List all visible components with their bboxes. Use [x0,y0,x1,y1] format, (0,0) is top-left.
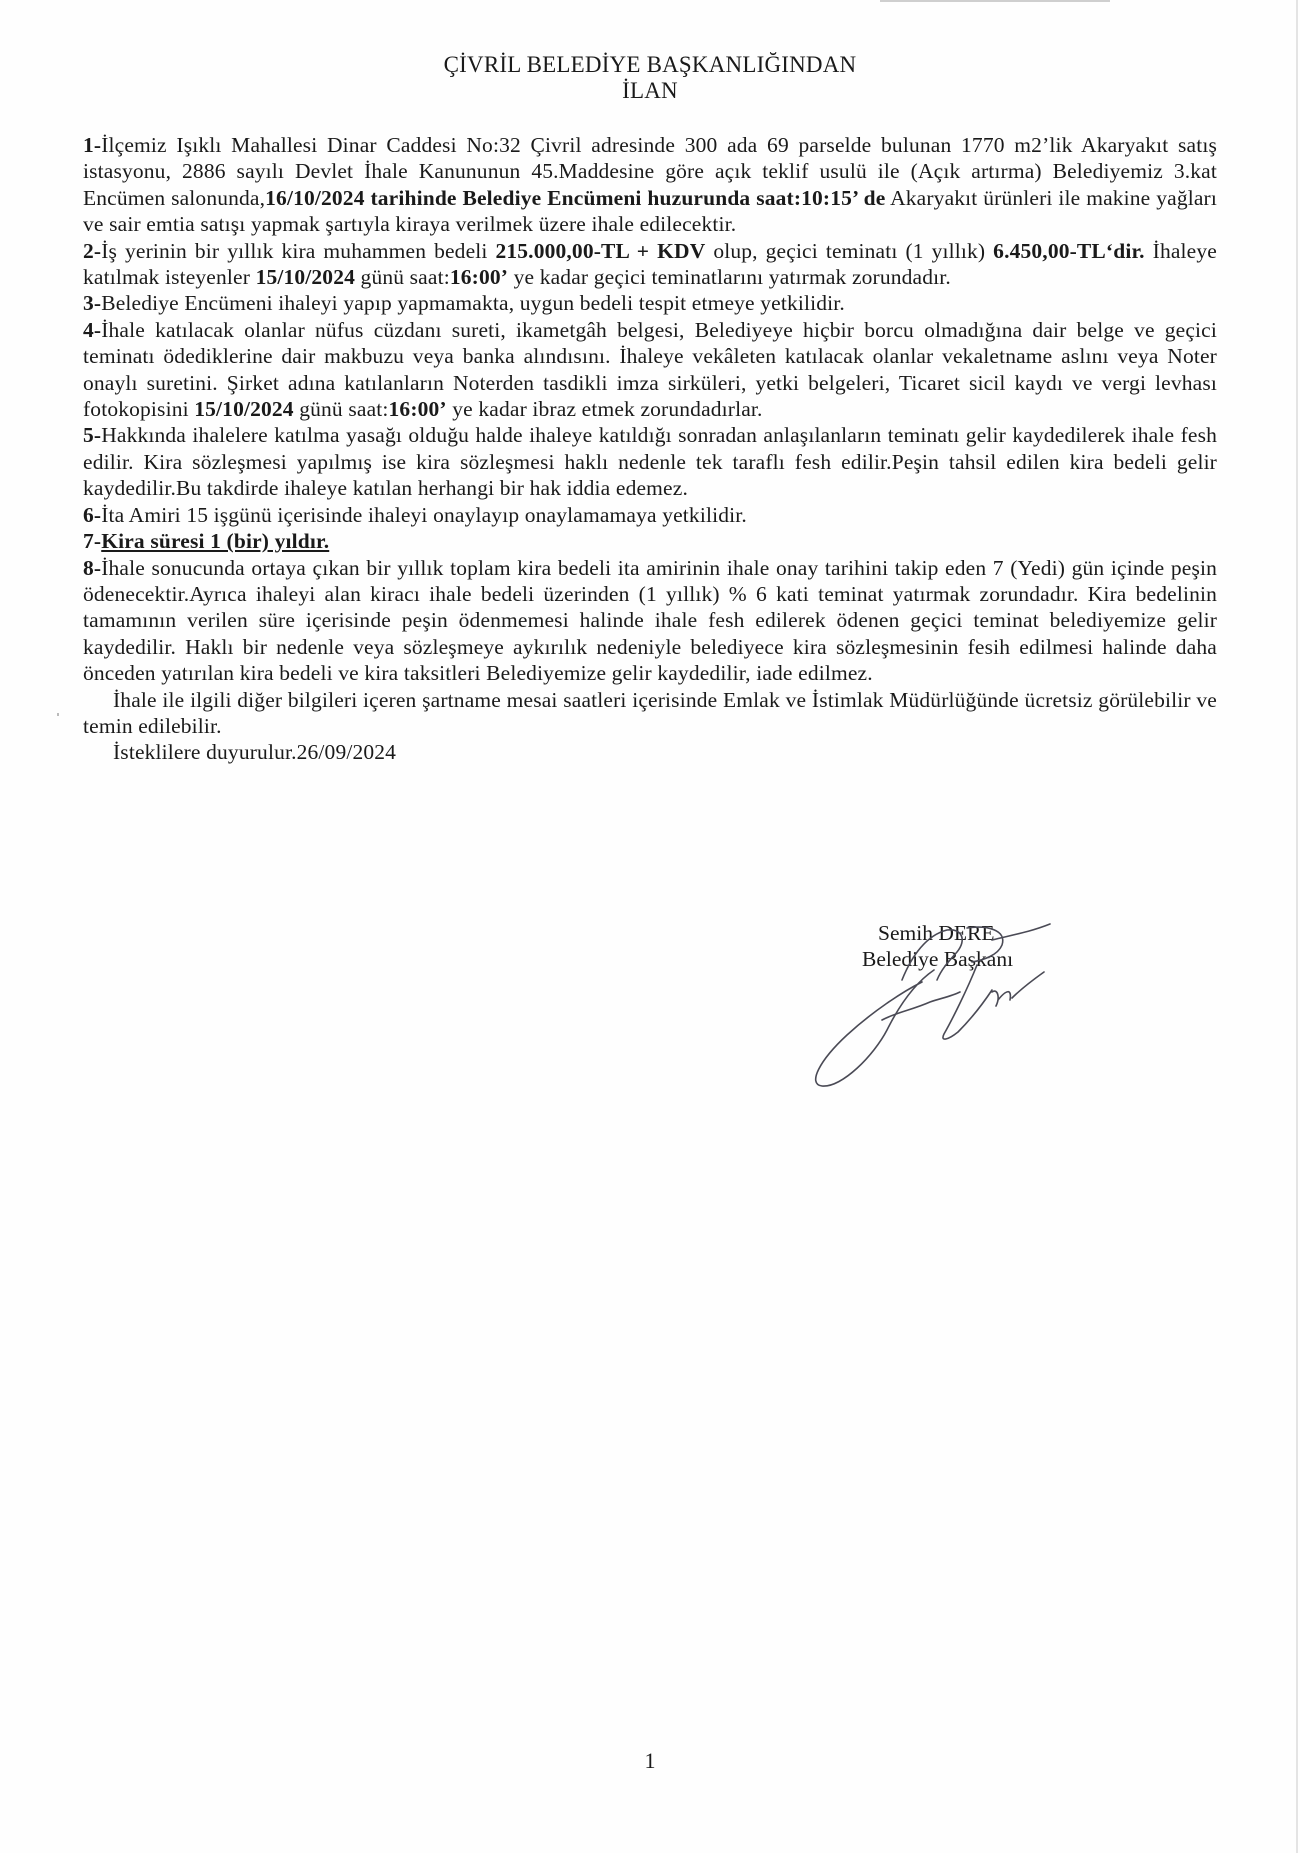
item-number: 6- [83,502,102,527]
closing-announcement: İsteklilere duyurulur.26/09/2024 [113,740,397,765]
deadline-time: 16:00’ [449,265,509,290]
item-text: İhale katılacak olanlar nüfus cüzdanı sureti, ikametgâh belgesi, Belediyeye hiçbir borcu olmadığına dair belge ve geçici teminatı ödediklerine dair makbuzu veya banka alındısını. İhaleye vekâleten katılacak olanlar vekaletname aslını veya Noter onaylı suretini. Şirket adına katılanların Noterden tasdikli imza sirküleri, yetki belgeleri, Ticaret sicil kaydı ve vergi levhası fotokopisini [83,317,1217,422]
signatory-title: Belediye Başkanı [862,947,1014,971]
item-number: 2- [83,238,102,263]
institution-name: ÇİVRİL BELEDİYE BAŞKANLIĞINDAN [443,52,857,77]
item-number: 8- [83,555,102,580]
item-number: 4- [83,317,102,342]
item-text: İhale sonucunda ortaya çıkan bir yıllık toplam kira bedeli ita amirinin ihale onay tarihini takip eden 7 (Yedi) gün içinde peşin ödenecektir.Ayrıca ihaleyi alan kiracı ihale bedeli üzerinden (1 yıllık) % 6 kati teminat yatırmak zorundadır. Kira bedelinin tamamının verilen süre içerisinde peşin ödenmemesi halinde ihale fesh edilerek ödenen geçici teminat belediyemize gelir kaydedilir. Haklı bir nedenle veya sözleşmeye aykırılık nedeniyle belediyece kira sözleşmesinin fesih edilmesi halinde daha önceden yatırılan kira bedeli ve kira taksitleri Belediyemize gelir kaydedilir, iade edilmez. [83,555,1217,686]
rent-amount: 215.000,00-TL + KDV [495,238,706,263]
signatory-name: Semih DERE [878,921,995,945]
signature-block [862,920,1142,972]
signature-stroke [902,930,962,980]
item-text: günü saat: [355,265,450,290]
announcement-body [83,132,1217,766]
item-6 [83,502,1217,528]
item-8 [83,555,1217,687]
item-text-bold: 16/10/2024 tarihinde Belediye Encümeni huzurunda saat:10:15’ de [265,185,886,210]
deposit-amount: 6.450,00-TL‘dir. [993,238,1145,263]
scan-dot [57,713,59,716]
item-5 [83,422,1217,501]
signature-stroke [967,927,1003,962]
scan-artifact [880,0,1110,2]
item-7 [83,528,1217,554]
signature-stroke [992,972,1044,1006]
item-text: Akaryakıt ürünleri ile makine yağları ve sair emtia satışı yapmak şartıyla kiraya verilmek üzere ihale edilecektir. [83,185,1217,237]
item-text: günü saat: [293,397,389,422]
item-text: İş yerinin bir yıllık kira muhammen bedeli [101,238,496,263]
signature-stroke [992,924,1050,940]
page-number: 1 [644,1748,656,1773]
item-number: 5- [83,423,102,448]
item-1 [83,132,1217,238]
item-text: ye kadar geçici teminatlarını yatırmak zorundadır. [508,265,951,290]
item-text: İlçemiz Işıklı Mahallesi Dinar Caddesi No:32 Çivril adresinde 300 ada 69 parselde bulunan 1770 m2’lik Akaryakıt satış istasyonu, 2886 sayılı Devlet İhale Kanununun 45.Maddesine göre açık teklif usulü ile (Açık artırma) Belediyemiz 3.kat Encümen salonunda, [83,133,1217,210]
item-3 [83,290,1217,316]
item-number: 7- [83,529,102,554]
deadline-time: 16:00’ [388,397,447,422]
signature-stroke [816,970,934,1086]
lease-term: Kira süresi 1 (bir) yıldır. [101,529,330,554]
closing-info: İhale ile ilgili diğer bilgileri içeren şartname mesai saatleri içerisinde Emlak ve İstimlak Müdürlüğünde ücretsiz görülebilir ve temin edilebilir. [83,687,1217,738]
handwritten-signature-icon [762,910,1092,1100]
item-4 [83,317,1217,423]
item-text: Belediye Encümeni ihaleyi yapıp yapmamakta, uygun bedeli tespit etmeye yetkilidir. [101,291,845,316]
item-text: İhaleye katılmak isteyenler [83,238,1217,290]
item-number: 1- [83,133,102,157]
item-2 [83,238,1217,291]
document-title: İLAN [622,78,678,103]
document-header [0,52,1300,104]
item-text: Hakkında ihalelere katılma yasağı olduğu halde ihaleye katıldığı sonradan anlaşılanların teminatı gelir kaydedilerek ihale fesh edilir. Kira sözleşmesi yapılmış ise kira sözleşmesi haklı nedenle tek taraflı fesh edilir.Peşin tahsil edilen kira bedeli gelir kaydedilir.Bu takdirde ihaleye katılan herhangi bir hak iddia edemez. [83,423,1217,501]
signature-stroke [943,965,992,1039]
item-number: 3- [83,291,102,316]
item-text: olup, geçici teminatı (1 yıllık) [705,238,994,263]
page-edge [1296,0,1298,1853]
deadline-date: 15/10/2024 [255,265,356,290]
signature-stroke [882,992,960,1020]
item-text: ye kadar ibraz etmek zorundadırlar. [446,397,763,422]
item-text: İta Amiri 15 işgünü içerisinde ihaleyi onaylayıp onaylamamaya yetkilidir. [101,502,747,527]
deadline-date: 15/10/2024 [194,397,294,422]
